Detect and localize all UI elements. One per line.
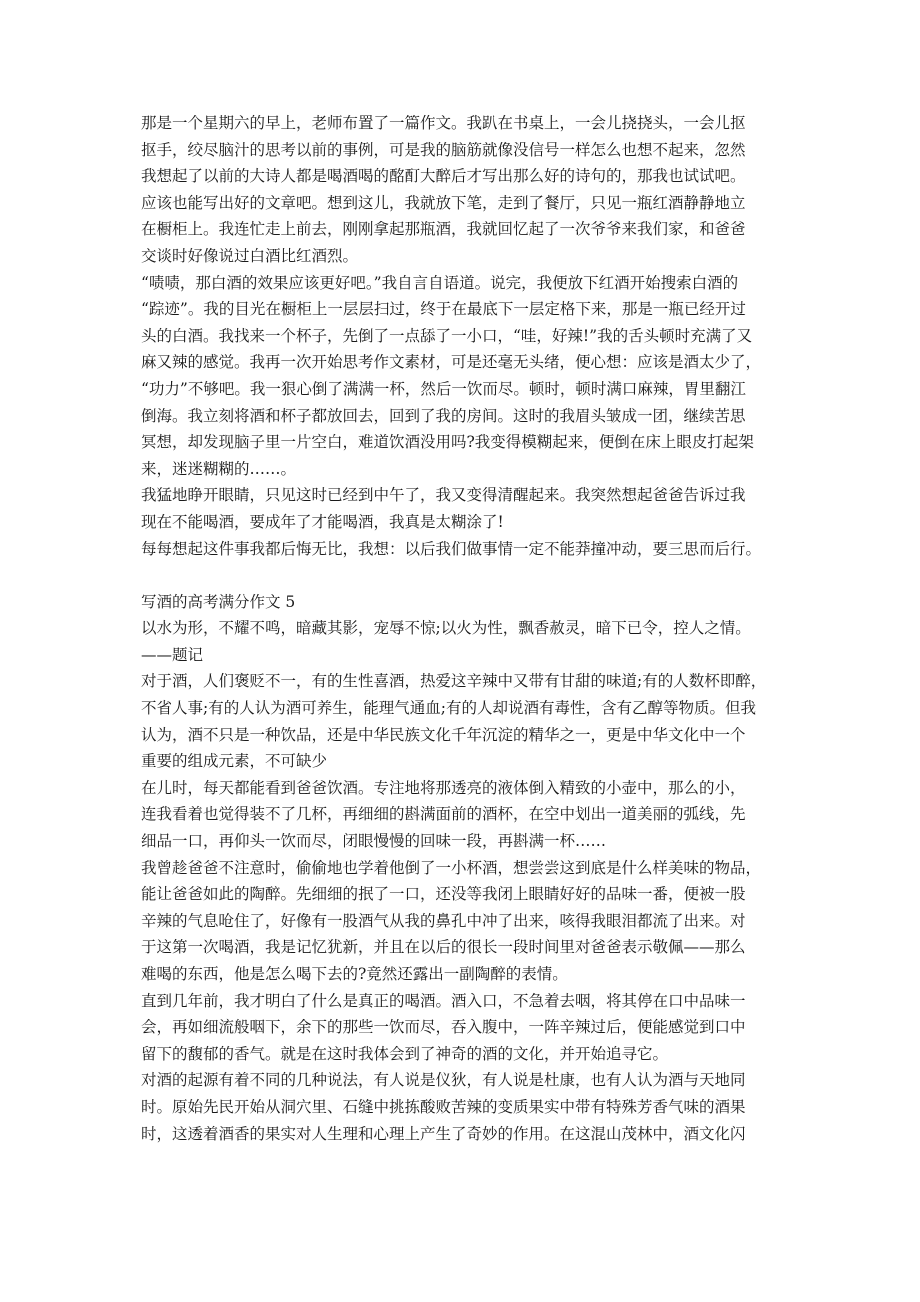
- paragraph-gap: [141, 562, 781, 589]
- essay-body-part-two: [141, 589, 781, 1147]
- text-line: 以水为形，不耀不鸣，暗藏其影，宠辱不惊;以火为性，飘香赦灵，暗下已令，控人之情。: [141, 619, 751, 638]
- text-line: 在橱柜上。我连忙走上前去，刚刚拿起那瓶酒，我就回忆起了一次爷爷来我们家，和爸爸: [141, 220, 746, 239]
- text-line: 倒海。我立刻将酒和杯子都放回去，回到了我的房间。这时的我眉头皱成一团，继续苦思: [141, 406, 746, 425]
- text-line: 对于酒，人们褒贬不一，有的生性喜酒，热爱这辛辣中又带有甘甜的味道;有的人数杯即醉，: [141, 672, 767, 691]
- text-line: 对酒的起源有着不同的几种说法，有人说是仪狄，有人说是杜康，也有人认为酒与天地同: [141, 1071, 746, 1090]
- text-line: 能让爸爸如此的陶醉。先细细的抿了一口，还没等我闭上眼睛好好的品味一番，便被一股: [141, 885, 746, 904]
- text-line: 时，这透着酒香的果实对人生理和心理上产生了奇妙的作用。在这混山茂林中，酒文化闪: [141, 1124, 746, 1143]
- text-line: 来，迷迷糊糊的……。: [141, 459, 297, 478]
- text-line: 我猛地睁开眼睛，只见这时已经到中午了，我又变得清醒起来。我突然想起爸爸告诉过我: [141, 486, 746, 505]
- text-line: “啧啧，那白酒的效果应该更好吧。”我自言自语道。说完，我便放下红酒开始搜索白酒的: [141, 273, 739, 292]
- text-line: 重要的组成元素，不可缺少: [141, 752, 328, 771]
- text-line: 我曾趁爸爸不注意时，偷偷地也学着他倒了一小杯酒，想尝尝这到底是什么样美味的物品，: [141, 858, 762, 877]
- text-line: 交谈时好像说过白酒比红酒烈。: [141, 246, 359, 265]
- text-line: 冥想，却发现脑子里一片空白，难道饮酒没用吗?我变得模糊起来，便倒在床上眼皮打起架: [141, 433, 754, 452]
- essay-body-part-one: [141, 110, 781, 562]
- text-line: 认为，酒不只是一种饮品，还是中华民族文化千年沉淀的精华之一，更是中华文化中一个: [141, 725, 746, 744]
- text-line: 写酒的高考满分作文 5: [141, 592, 296, 611]
- text-line: 抠手，绞尽脑汁的思考以前的事例，可是我的脑筋就像没信号一样怎么也想不起来，忽然: [141, 140, 746, 159]
- text-line: 麻又辣的感觉。我再一次开始思考作文素材，可是还毫无头绪，便心想：应该是酒太少了，: [141, 353, 762, 372]
- text-line: 难喝的东西，他是怎么喝下去的?竟然还露出一副陶醉的表情。: [141, 965, 568, 983]
- text-line: 现在不能喝酒，要成年了才能喝酒，我真是太糊涂了!: [141, 512, 504, 531]
- text-line: 辛辣的气息呛住了，好像有一股酒气从我的鼻孔中冲了出来，咳得我眼泪都流了出来。对: [141, 911, 746, 930]
- text-line: 连我看着也觉得装不了几杯，再细细的斟满面前的酒杯，在空中划出一道美丽的弧线，先: [141, 805, 746, 824]
- text-line: 应该也能写出好的文章吧。想到这儿，我就放下笔，走到了餐厅，只见一瓶红酒静静地立: [141, 193, 746, 212]
- text-line: 每每想起这件事我都后悔无比，我想：以后我们做事情一定不能莽撞冲动，要三思而后行。: [141, 539, 762, 558]
- text-line: 头的白酒。我找来一个杯子，先倒了一点舔了一小口，“哇，好辣!”我的舌头顿时充满了又: [141, 326, 753, 345]
- text-line: ——题记: [141, 645, 204, 664]
- text-line: “功力”不够吧。我一狠心倒了满满一杯，然后一饮而尽。顿时，顿时满口麻辣，胃里翻江: [141, 379, 746, 398]
- text-line: 留下的馥郁的香气。就是在这时我体会到了神奇的酒的文化，并开始追寻它。: [141, 1044, 669, 1063]
- text-line: 时。原始先民开始从洞穴里、石缝中挑拣酸败苦辣的变质果实中带有特殊芳香气味的酒果: [141, 1097, 746, 1116]
- text-line: 细品一口，再仰头一饮而尽，闭眼慢慢的回味一段，再斟满一杯……: [141, 832, 607, 851]
- text-line: 那是一个星期六的早上，老师布置了一篇作文。我趴在书桌上，一会儿挠挠头，一会儿抠: [141, 114, 746, 132]
- text-line: 于这第一次喝酒，我是记忆犹新，并且在以后的很长一段时间里对爸爸表示敬佩——那么: [141, 938, 746, 957]
- text-line: 不省人事;有的人认为酒可养生，能理气通血;有的人却说酒有毒性，含有乙醇等物质。但我: [141, 699, 756, 718]
- document-page: [141, 110, 781, 1147]
- text-line: “踪迹”。我的目光在橱柜上一层层扫过，终于在最底下一层定格下来，那是一瓶已经开过: [141, 300, 746, 319]
- text-line: 会，再如细流般咽下，余下的那些一饮而尽，吞入腹中，一阵辛辣过后，便能感觉到口中: [141, 1018, 746, 1037]
- text-line: 在儿时，每天都能看到爸爸饮酒。专注地将那透亮的液体倒入精致的小壶中，那么的小，: [141, 778, 746, 797]
- text-line: 直到几年前，我才明白了什么是真正的喝酒。酒入口，不急着去咽，将其停在口中品味一: [141, 991, 746, 1010]
- text-line: 我想起了以前的大诗人都是喝酒喝的酩酊大醉后才写出那么好的诗句的，那我也试试吧。: [141, 167, 746, 186]
